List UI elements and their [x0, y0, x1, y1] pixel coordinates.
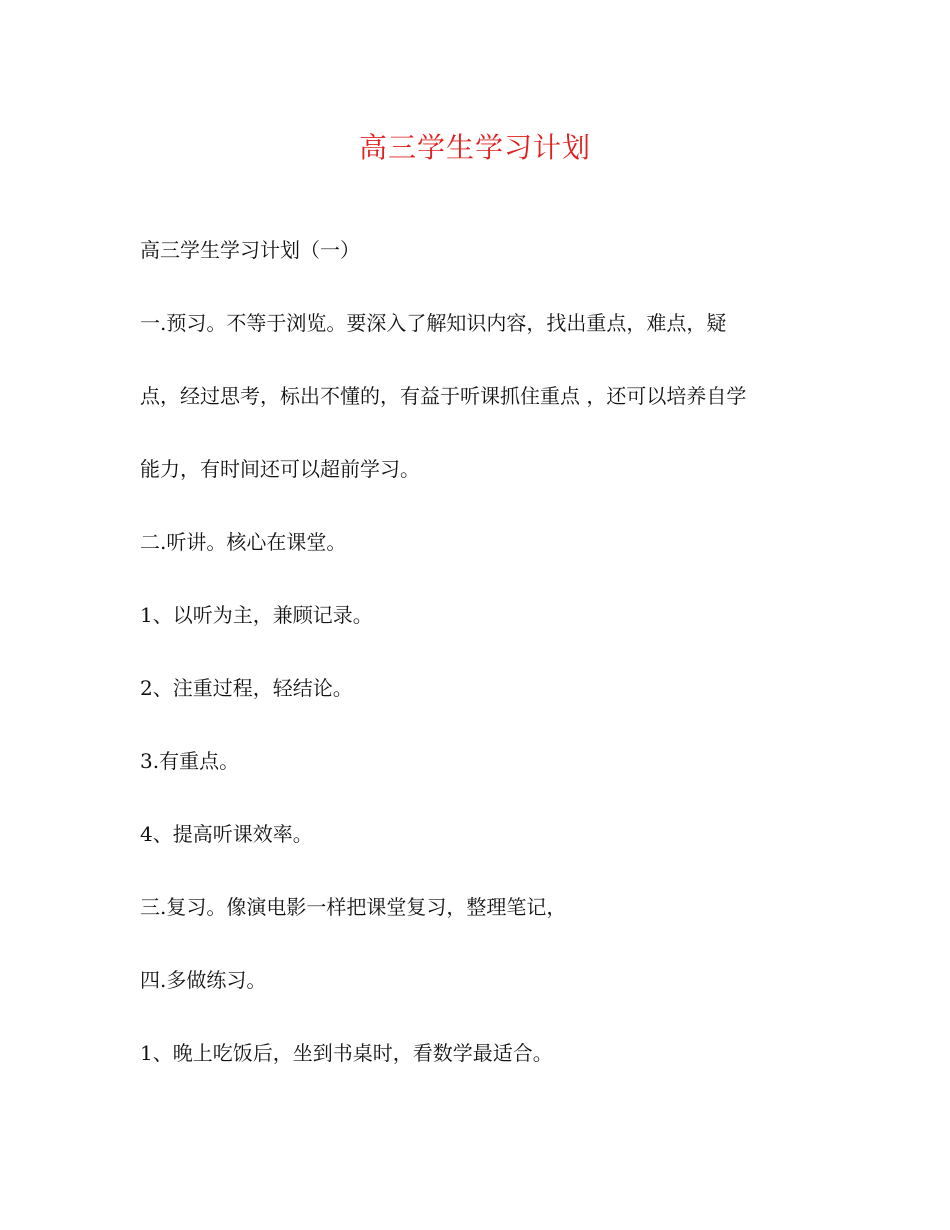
paragraph-line: 三.复习。像演电影一样把课堂复习，整理笔记， [140, 895, 567, 919]
paragraph-line: 能力，有时间还可以超前学习。 [140, 457, 420, 481]
paragraph-line: 点，经过思考，标出不懂的，有益于听课抓住重点 ，还可以培养自学 [140, 384, 747, 408]
paragraph-line: 1、以听为主，兼顾记录。 [140, 603, 373, 627]
paragraph-line: 2、注重过程，轻结论。 [140, 676, 353, 700]
paragraph-line: 二.听讲。核心在课堂。 [140, 530, 347, 554]
paragraph-line: 四.多做练习。 [140, 968, 267, 992]
document-title: 高三学生学习计划 [358, 131, 591, 164]
paragraph-line: 4、提高听课效率。 [140, 822, 313, 846]
paragraph-line: 1、晚上吃饭后，坐到书桌时，看数学最适合。 [140, 1041, 553, 1065]
paragraph-line: 一.预习。不等于浏览。要深入了解知识内容，找出重点，难点，疑 [140, 311, 727, 335]
paragraph-line: 3.有重点。 [140, 749, 240, 773]
document-body [140, 214, 820, 1090]
section-heading: 高三学生学习计划（一） [140, 238, 360, 262]
